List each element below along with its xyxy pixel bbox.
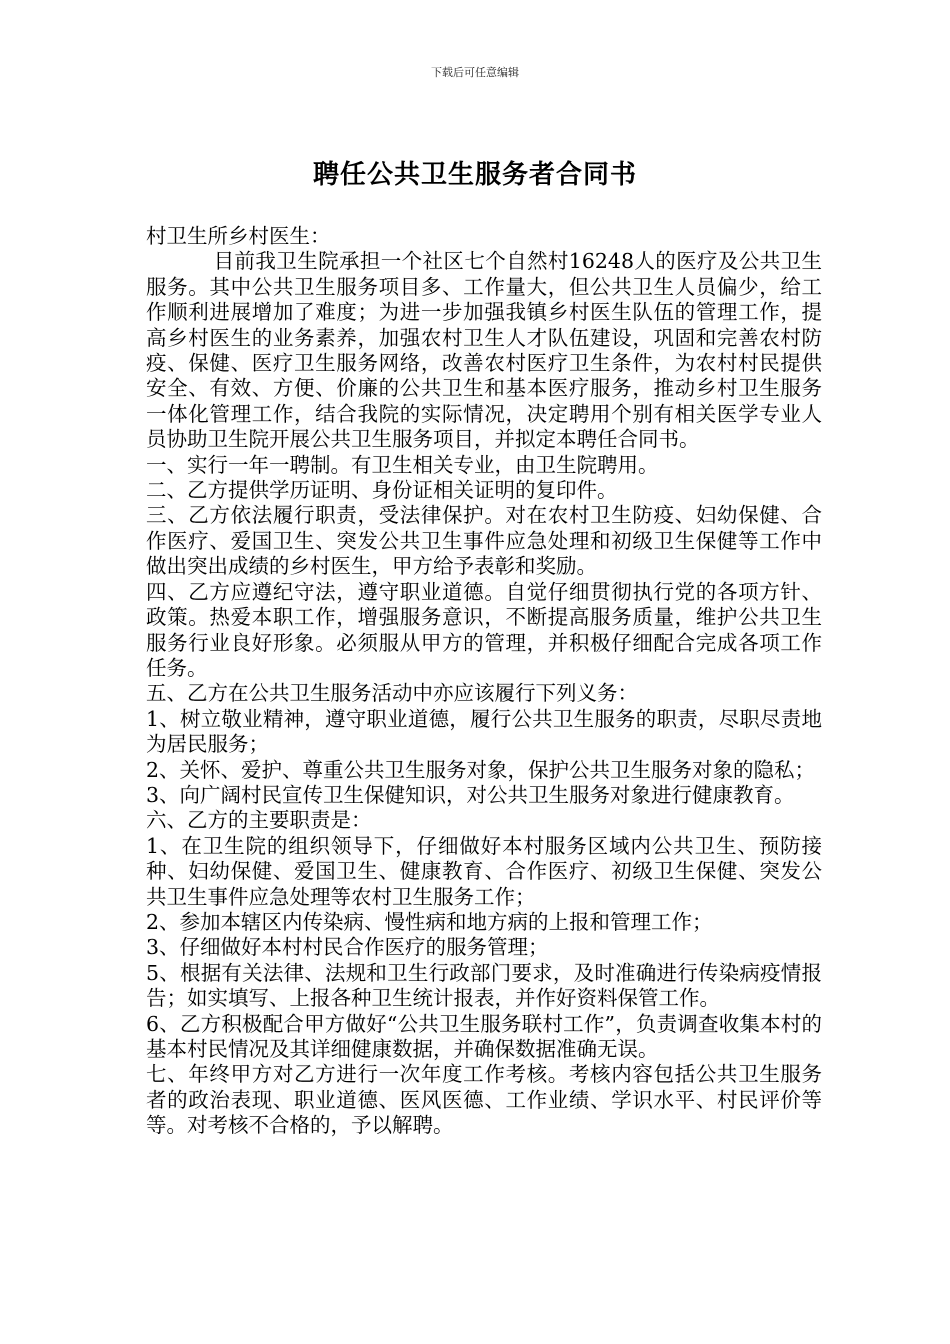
clause-paragraph: 3、仔细做好本村村民合作医疗的服务管理； (146, 935, 549, 960)
clause-paragraph: 6、乙方积极配合甲方做好“公共卫生服务联村工作”，负责调查收集本村的基本村民情况及其详细健康数据，并确保数据准确无误。 (146, 1011, 822, 1061)
clause-paragraph: 2、参加本辖区内传染病、慢性病和地方病的上报和管理工作； (146, 909, 713, 934)
clause-paragraph: 一、实行一年一聘制。有卫生相关专业，由卫生院聘用。 (146, 452, 659, 477)
clause-paragraph: 三、乙方依法履行职责，受法律保护。对在农村卫生防疫、妇幼保健、合作医疗、爱国卫生、突发公共卫生事件应急处理和初级卫生保健等工作中做出突出成绩的乡村医生，甲方给予表彰和奖励。 (146, 503, 822, 579)
document-title: 聘任公共卫生服务者合同书 (312, 160, 637, 190)
document-body (146, 224, 822, 1139)
clause-paragraph: 二、乙方提供学历证明、身份证相关证明的复印件。 (146, 478, 618, 503)
clause-paragraph: 五、乙方在公共卫生服务活动中亦应该履行下列义务： (146, 681, 638, 706)
page-header-note: 下载后可任意编辑 (431, 66, 519, 79)
clause-paragraph: 3、向广阔村民宣传卫生保健知识，对公共卫生服务对象进行健康教育。 (146, 782, 795, 807)
intro-paragraph: 目前我卫生院承担一个社区七个自然村16248人的医疗及公共卫生服务。其中公共卫生服务项目多、工作量大，但公共卫生人员偏少，给工作顺利进展增加了难度；为进一步加强我镇乡村医生队伍的管理工作，提高乡村医生的业务素养，加强农村卫生人才队伍建设，巩固和完善农村防疫、保健、医疗卫生服务网络，改善农村医疗卫生条件，为农村村民提供安全、有效、方便、价廉的公共卫生和基本医疗服务，推动乡村卫生服务一体化管理工作，结合我院的实际情况，决定聘用个别有相关医学专业人员协助卫生院开展公共卫生服务项目，并拟定本聘任合同书。 (146, 249, 822, 452)
clause-paragraph: 四、乙方应遵纪守法，遵守职业道德。自觉仔细贯彻执行党的各项方针、政策。热爱本职工作，增强服务意识，不断提高服务质量，维护公共卫生服务行业良好形象。必须服从甲方的管理，并积极仔细配合完成各项工作任务。 (146, 579, 822, 680)
clause-paragraph: 5、根据有关法律、法规和卫生行政部门要求，及时准确进行传染病疫情报告；如实填写、上报各种卫生统计报表，并作好资料保管工作。 (146, 960, 822, 1011)
clause-paragraph: 1、树立敬业精神，遵守职业道德，履行公共卫生服务的职责，尽职尽责地为居民服务； (146, 706, 822, 757)
clause-paragraph: 2、关怀、爱护、尊重公共卫生服务对象，保护公共卫生服务对象的隐私； (146, 757, 816, 782)
clause-paragraph: 1、在卫生院的组织领导下，仔细做好本村服务区域内公共卫生、预防接种、妇幼保健、爱国卫生、健康教育、合作医疗、初级卫生保健、突发公共卫生事件应急处理等农村卫生服务工作； (146, 833, 822, 909)
salutation: 村卫生所乡村医生： (146, 224, 331, 248)
clause-paragraph: 七、年终甲方对乙方进行一次年度工作考核。考核内容包括公共卫生服务者的政治表现、职业道德、医风医德、工作业绩、学识水平、村民评价等等。对考核不合格的，予以解聘。 (146, 1062, 822, 1138)
clause-paragraph: 六、乙方的主要职责是： (146, 808, 372, 833)
